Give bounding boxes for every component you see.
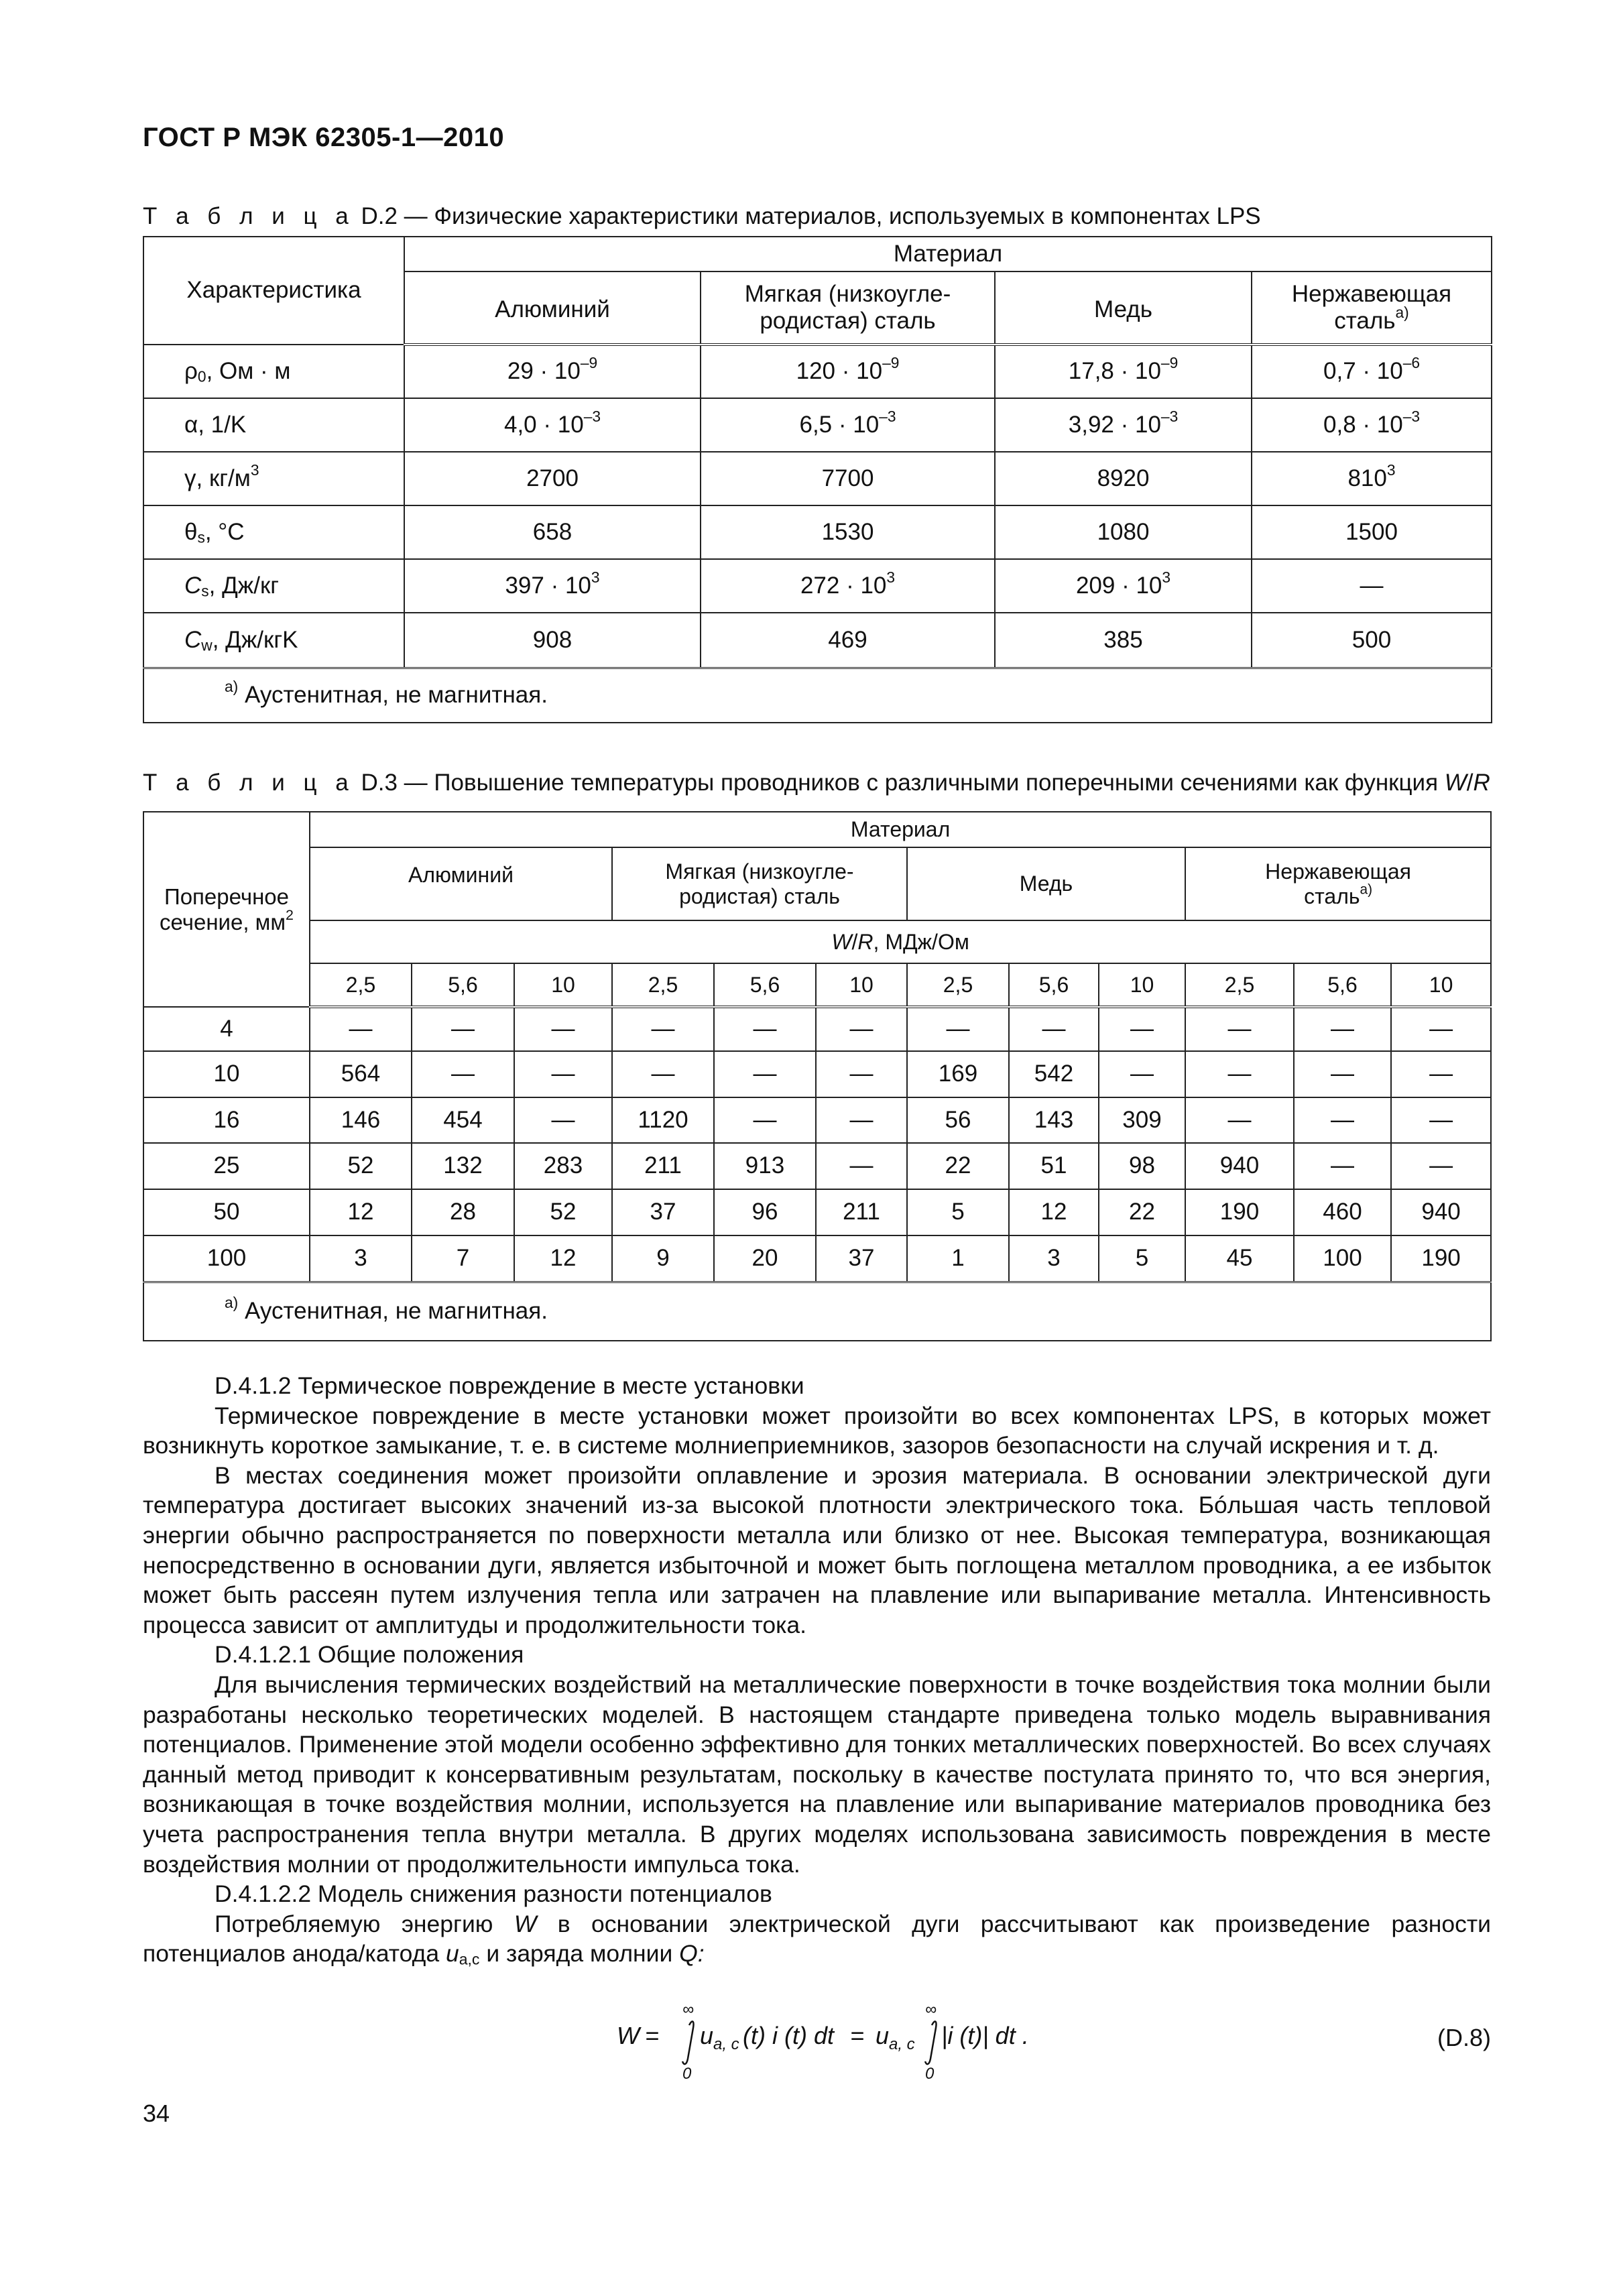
table-cell: 51 (1009, 1143, 1099, 1189)
wr-value: 2,5 (907, 963, 1009, 1007)
table-cell: — (1099, 1007, 1185, 1051)
table-cell: — (514, 1097, 612, 1143)
table-cell: 658 (404, 505, 701, 559)
table-cell: 564 (310, 1051, 412, 1097)
table-cell: 469 (701, 613, 995, 668)
table-cell: — (714, 1007, 816, 1051)
row-label: α, 1/K (143, 398, 404, 452)
table-cell: $0,8 \cdot 10^{-3}$ (1252, 398, 1492, 452)
table-row (143, 1051, 1491, 1097)
table-cell: 8920 (995, 452, 1252, 505)
table-cell: 98 (1099, 1143, 1185, 1189)
table-cell: $397 \cdot 10^3$ (404, 559, 701, 613)
wr-value: 10 (1099, 963, 1185, 1007)
table-row (143, 1097, 1491, 1143)
table-cell: — (1391, 1143, 1491, 1189)
table-cell: 1 (907, 1235, 1009, 1282)
wr-value: 2,5 (310, 963, 412, 1007)
svg-text:a, c: a, c (713, 2035, 739, 2053)
page-number: 34 (143, 2100, 170, 2127)
table-cell: 908 (404, 613, 701, 668)
table-cell: 3 (310, 1235, 412, 1282)
paragraph: В местах соединения может произойти оплавление и эрозия материала. В основании электрической дуги температура достигает высоких значений из-за высокой плотности электрического тока. Бóльшая часть тепловой энергии обычно распространяется по поверхности металла или близко от нее. Высокая температура, возникающая непосредственно в основании дуги, является избыточной и может быть поглощена металлом проводника, а ее избыток может быть рассеян путем излучения тепла или затрачен на плавление или выпаривание металла. Интенсивность процесса зависит от амплитуды и продолжительности тока. (143, 1461, 1491, 1638)
table-row (143, 345, 1492, 398)
row-label: $C_s$, Дж/кг (143, 559, 404, 613)
table-cell: 143 (1009, 1097, 1099, 1143)
svg-text:a, c: a, c (889, 2035, 915, 2053)
table-cell: 211 (612, 1143, 714, 1189)
table-cell: 100 (1294, 1235, 1391, 1282)
table-cell: — (907, 1007, 1009, 1051)
table-cell: 913 (714, 1143, 816, 1189)
material-mild-steel: Мягкая (низкоугле- родистая) сталь (701, 271, 995, 345)
material-aluminium: Алюминий (310, 847, 612, 920)
table-d2 (143, 236, 1492, 723)
equation-formula (617, 2001, 1086, 2081)
table-cell: — (1294, 1143, 1391, 1189)
table-cell: — (1099, 1051, 1185, 1097)
table-cell: — (612, 1051, 714, 1097)
table-cell: — (1252, 559, 1492, 613)
wr-values-row (143, 963, 1491, 1007)
table-cell: 52 (310, 1143, 412, 1189)
col-section-header: Поперечное сечение, $мм^2$ (143, 812, 310, 1007)
table-cell: 9 (612, 1235, 714, 1282)
material-mild-steel: Мягкая (низкоугле- родистая) сталь (612, 847, 907, 920)
table-cell: $4,0 \cdot 10^{-3}$ (404, 398, 701, 452)
table-row (143, 1007, 1491, 1051)
svg-text:=: = (645, 2022, 660, 2049)
table-cell: 3 (1009, 1235, 1099, 1282)
table-cell: $209 \cdot 10^3$ (995, 559, 1252, 613)
svg-text:(t) i (t) dt: (t) i (t) dt (743, 2022, 834, 2049)
col-characteristic-header: Характеристика (143, 237, 404, 345)
table-d3 (143, 811, 1492, 1341)
table-cell: $120 \cdot 10^{-9}$ (701, 345, 995, 398)
row-label: $\rho_0$, Ом · м (143, 345, 404, 398)
table-cell: 190 (1185, 1189, 1294, 1235)
equation-number: (D.8) (1437, 2024, 1491, 2051)
table-cell: 37 (612, 1189, 714, 1235)
table-cell: 56 (907, 1097, 1009, 1143)
section-cell: 10 (143, 1051, 310, 1097)
table-cell: 1530 (701, 505, 995, 559)
col-material-header: Материал (310, 812, 1491, 847)
table-cell: — (816, 1143, 907, 1189)
table-cell: 132 (412, 1143, 514, 1189)
table-cell: — (1391, 1097, 1491, 1143)
table-d3-footnote: $^{a)}$ Аустенитная, не магнитная. (143, 1282, 1491, 1341)
table-cell: 169 (907, 1051, 1009, 1097)
section-cell: 50 (143, 1189, 310, 1235)
material-stainless-steel: Нержавеющая сталь$^{a)}$ (1252, 271, 1492, 345)
wr-value: 10 (1391, 963, 1491, 1007)
table-cell: 96 (714, 1189, 816, 1235)
table-row (143, 505, 1492, 559)
equation-d8 (617, 2001, 1491, 2081)
table-cell: 45 (1185, 1235, 1294, 1282)
table-cell: 190 (1391, 1235, 1491, 1282)
section-cell: 25 (143, 1143, 310, 1189)
table-cell: 20 (714, 1235, 816, 1282)
standard-header: ГОСТ Р МЭК 62305-1—2010 (143, 123, 505, 152)
wr-value: 2,5 (1185, 963, 1294, 1007)
table-cell: — (514, 1007, 612, 1051)
table-cell: 22 (1099, 1189, 1185, 1235)
svg-text:∞: ∞ (682, 2001, 695, 2018)
table-cell: 146 (310, 1097, 412, 1143)
table-cell: — (714, 1051, 816, 1097)
table-cell: 5 (1099, 1235, 1185, 1282)
table-cell: 12 (310, 1189, 412, 1235)
table-cell: 940 (1185, 1143, 1294, 1189)
svg-text:|i (t)| dt .: |i (t)| dt . (941, 2022, 1029, 2049)
paragraph: Для вычисления термических воздействий на металлические поверхности в точке воздействия тока молнии были разработаны несколько теоретических моделей. В настоящем стандарте приведена только модель выравнивания потенциалов. Применение этой модели особенно эффективно для тонких металлических поверхностей. Во всех случаях данный метод приводит к консервативным результатам, поскольку в качестве постулата принято то, что вся энергия, возникающая в точке воздействия молнии, используется на плавление или выпаривание материалов проводника без учета распространения тепла внутри металла. В других моделях использована зависимость повреждения в месте воздействия молнии от продолжительности импульса тока. (143, 1671, 1491, 1878)
table-row (143, 398, 1492, 452)
table-cell: — (816, 1051, 907, 1097)
wr-value: 5,6 (1294, 963, 1391, 1007)
table-cell: $810^3$ (1252, 452, 1492, 505)
table-cell: 12 (1009, 1189, 1099, 1235)
table-cell: — (1294, 1097, 1391, 1143)
material-copper: Медь (995, 271, 1252, 345)
table-d2-footnote: $^{a)}$ Аустенитная, не магнитная. (143, 668, 1492, 723)
table-cell: — (1294, 1051, 1391, 1097)
table-cell: — (1185, 1051, 1294, 1097)
wr-value: 5,6 (714, 963, 816, 1007)
table-cell: $3,92 \cdot 10^{-3}$ (995, 398, 1252, 452)
table-cell: — (816, 1007, 907, 1051)
table-cell: 211 (816, 1189, 907, 1235)
svg-text:∞: ∞ (925, 2001, 937, 2018)
table-row (143, 613, 1492, 668)
wr-value: 10 (514, 963, 612, 1007)
table-cell: $0,7 \cdot 10^{-6}$ (1252, 345, 1492, 398)
table-cell: 542 (1009, 1051, 1099, 1097)
table-cell: 2700 (404, 452, 701, 505)
table-row (143, 1235, 1491, 1282)
wr-value: 5,6 (412, 963, 514, 1007)
section-heading: D.4.1.2 Термическое повреждение в месте установки (215, 1372, 804, 1399)
table-cell: — (310, 1007, 412, 1051)
material-aluminium: Алюминий (404, 271, 701, 345)
table-cell: $17,8 \cdot 10^{-9}$ (995, 345, 1252, 398)
table-cell: 385 (995, 613, 1252, 668)
table-row (143, 452, 1492, 505)
paragraph: Потребляемую энергию W в основании электрической дуги рассчитывают как произведение разности потенциалов анода/катода $u_{a,c}$ и заряда молнии Q: (143, 1910, 1491, 1968)
table-cell: 1080 (995, 505, 1252, 559)
table-cell: 37 (816, 1235, 907, 1282)
table-cell: — (1185, 1097, 1294, 1143)
table-cell: 7 (412, 1235, 514, 1282)
table-cell: 283 (514, 1143, 612, 1189)
wr-value: 5,6 (1009, 963, 1099, 1007)
table-d2-caption (143, 203, 1261, 230)
table-cell: — (1391, 1051, 1491, 1097)
table-cell: 309 (1099, 1097, 1185, 1143)
table-cell: 22 (907, 1143, 1009, 1189)
table-row (143, 1143, 1491, 1189)
section-cell: 16 (143, 1097, 310, 1143)
table-cell: — (612, 1007, 714, 1051)
section-heading: D.4.1.2.2 Модель снижения разности потенциалов (215, 1880, 772, 1908)
table-d3-caption (143, 770, 1490, 796)
row-label: $\theta_s$, °С (143, 505, 404, 559)
table-cell: $272 \cdot 10^3$ (701, 559, 995, 613)
table-cell: 12 (514, 1235, 612, 1282)
col-material-header: Материал (404, 237, 1492, 271)
svg-text:=: = (850, 2022, 865, 2049)
table-cell: 7700 (701, 452, 995, 505)
svg-text:0: 0 (925, 2065, 935, 2081)
table-row (143, 559, 1492, 613)
body-text (143, 1371, 1491, 1969)
table-cell: 500 (1252, 613, 1492, 668)
table-cell: — (1294, 1007, 1391, 1051)
table-cell: — (714, 1097, 816, 1143)
table-d3-caption-prefix: Т а б л и ц а (143, 770, 355, 796)
table-cell: 454 (412, 1097, 514, 1143)
paragraph: Термическое повреждение в месте установки может произойти во всех компонентах LPS, в которых может возникнуть короткое замыкание, т. е. в системе молниеприемников, зазоров безопасности на случай искрения и т. д. (143, 1402, 1491, 1459)
section-cell: 100 (143, 1235, 310, 1282)
table-cell: 5 (907, 1189, 1009, 1235)
section-cell: 4 (143, 1007, 310, 1051)
section-heading: D.4.1.2.1 Общие положения (215, 1641, 524, 1669)
table-cell: 52 (514, 1189, 612, 1235)
row-label: $C_w$, Дж/кгK (143, 613, 404, 668)
table-d3-caption-text: D.3 — Повышение температуры проводников с различными поперечными сечениями как функция W/R (361, 770, 1490, 796)
table-cell: — (1391, 1007, 1491, 1051)
material-copper: Медь (907, 847, 1185, 920)
wr-value: 2,5 (612, 963, 714, 1007)
table-cell: — (1009, 1007, 1099, 1051)
svg-text:W: W (617, 2022, 640, 2049)
table-row (143, 1189, 1491, 1235)
table-d2-caption-text: D.2 — Физические характеристики материалов, используемых в компонентах LPS (361, 203, 1261, 229)
row-label: γ, $кг/м^3$ (143, 452, 404, 505)
table-cell: — (1185, 1007, 1294, 1051)
table-cell: 940 (1391, 1189, 1491, 1235)
svg-text:u: u (700, 2022, 714, 2049)
material-stainless-steel: Нержавеющая сталь$^{a)}$ (1185, 847, 1491, 920)
table-cell: $6,5 \cdot 10^{-3}$ (701, 398, 995, 452)
table-cell: 1120 (612, 1097, 714, 1143)
table-cell: $29 \cdot 10^{-9}$ (404, 345, 701, 398)
table-cell: 460 (1294, 1189, 1391, 1235)
col-wr-header: W/R, МДж/Ом (310, 920, 1491, 963)
table-cell: — (816, 1097, 907, 1143)
table-cell: 1500 (1252, 505, 1492, 559)
svg-text:u: u (876, 2022, 890, 2049)
table-cell: — (412, 1007, 514, 1051)
svg-text:0: 0 (682, 2065, 692, 2081)
table-cell: — (412, 1051, 514, 1097)
table-cell: — (514, 1051, 612, 1097)
wr-value: 10 (816, 963, 907, 1007)
table-d2-caption-prefix: Т а б л и ц а (143, 203, 355, 229)
table-cell: 28 (412, 1189, 514, 1235)
